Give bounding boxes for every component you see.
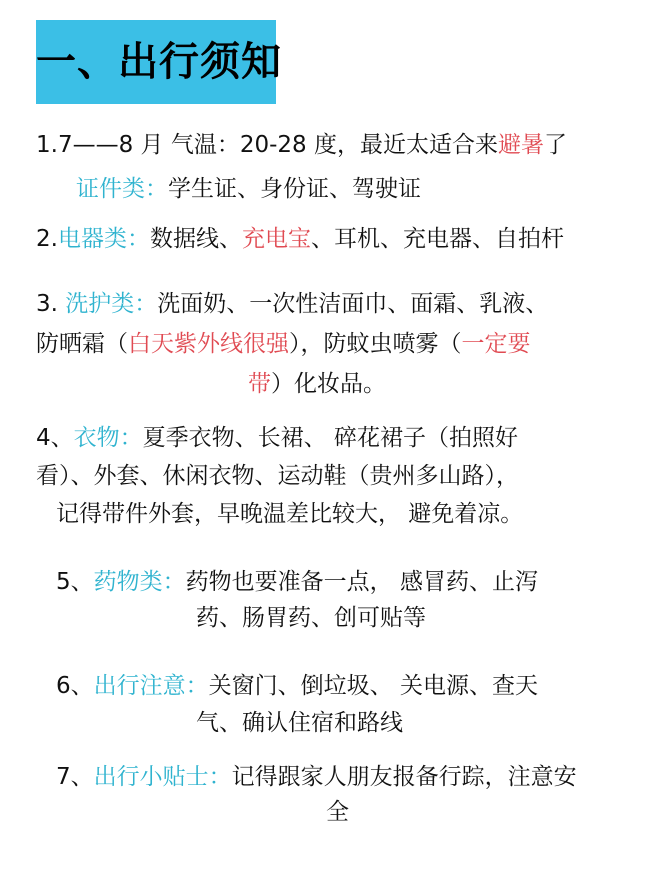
line-toiletries-3: 带）化妆品。: [248, 371, 386, 397]
line-travel-notice-1: 6、出行注意：关窗门、倒垃圾、 关电源、查天: [56, 673, 538, 699]
line-clothing-3: 记得带件外套，早晚温差比较大， 避免着凉。: [56, 501, 524, 527]
label-toiletries: 洗护类：: [65, 291, 158, 317]
line-toiletries-2: 防晒霜（白天紫外线很强），防蚊虫喷雾（一定要: [36, 331, 531, 357]
line-electronics: 2.电器类：数据线、充电宝、耳机、充电器、自拍杆: [36, 226, 564, 252]
label-electronics: 电器类：: [57, 226, 150, 252]
label-medicine: 药物类：: [93, 569, 186, 595]
line-tips-1: 7、出行小贴士：记得跟家人朋友报备行踪，注意安: [56, 764, 577, 790]
line-travel-notice-2: 气、确认住宿和路线: [196, 710, 403, 736]
line-toiletries-1: 3. 洗护类：洗面奶、一次性洁面巾、面霜、乳液、: [36, 291, 549, 317]
line-temperature: 1.7——8 月 气温：20-28 度，最近太适合来避暑了: [36, 132, 567, 158]
label-documents: 证件类：: [76, 176, 168, 202]
page-title: 一、出行须知: [36, 39, 282, 85]
line-tips-2: 全: [326, 799, 349, 825]
label-clothing: 衣物：: [73, 425, 143, 451]
line-clothing-1: 4、衣物：夏季衣物、长裙、 碎花裙子（拍照好: [36, 425, 518, 451]
line-clothing-2: 看）、外套、休闲衣物、运动鞋（贵州多山路），: [36, 463, 519, 489]
label-travel-notice: 出行注意：: [93, 673, 209, 699]
line-medicine-1: 5、药物类：药物也要准备一点， 感冒药、止泻: [56, 569, 538, 595]
line-medicine-2: 药、肠胃药、创可贴等: [196, 605, 426, 631]
label-tips: 出行小贴士：: [93, 764, 232, 790]
line-documents: 证件类：学生证、身份证、驾驶证: [76, 176, 421, 202]
